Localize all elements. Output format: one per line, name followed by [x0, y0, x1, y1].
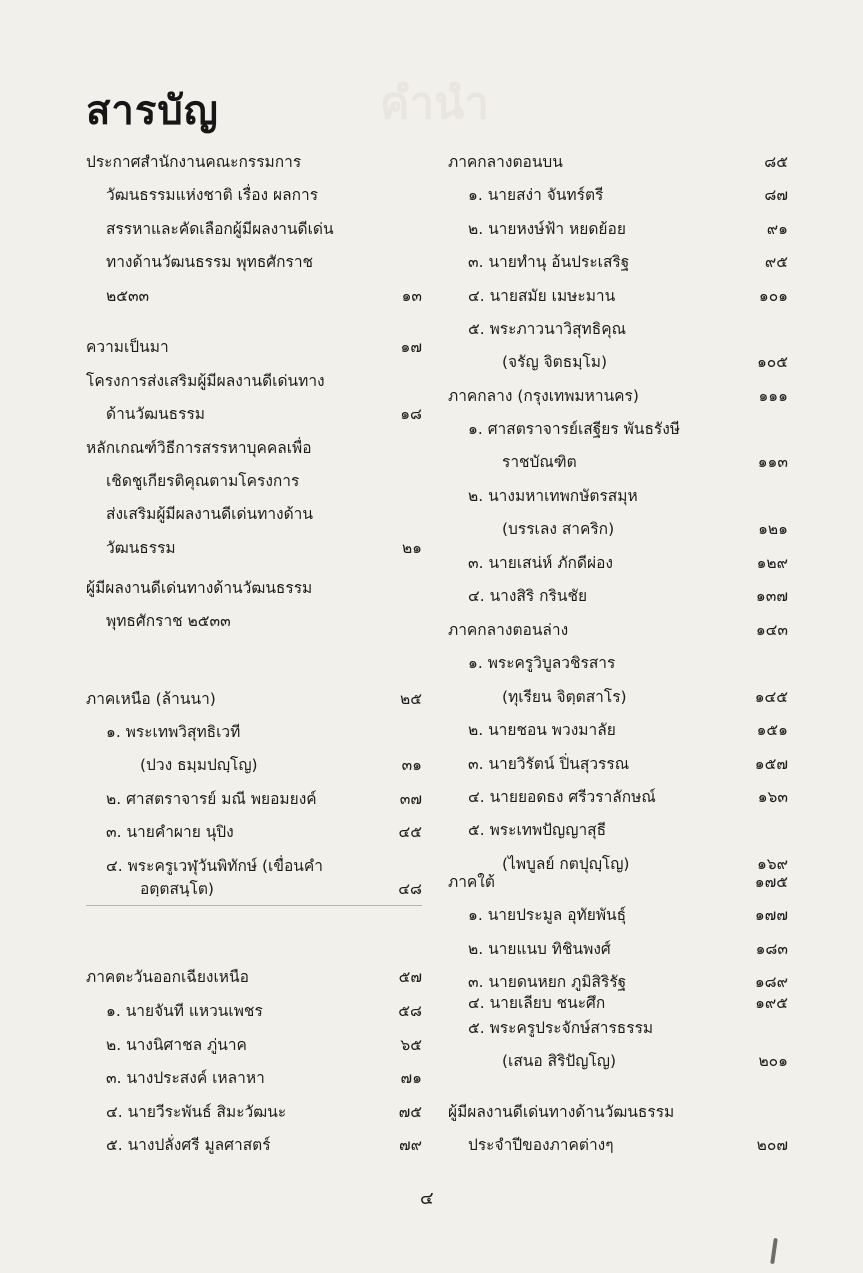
- toc-entry-title: ๓. นายวิรัตน์ ปิ่นสุวรรณ: [468, 755, 630, 773]
- toc-entry-title: (ปวง ธมฺมปญฺโญ): [140, 756, 258, 774]
- toc-entry: [86, 967, 422, 987]
- toc-entry-title: ผู้มีผลงานดีเด่นทางด้านวัฒนธรรม: [448, 1103, 675, 1121]
- toc-entry-title: โครงการส่งเสริมผู้มีผลงานดีเด่นทาง: [86, 372, 325, 390]
- toc-entry-title: ๔. พระครูเวฬุวันพิทักษ์ (เขื่อนคำ: [106, 857, 323, 875]
- toc-entry-title: ส่งเสริมผู้มีผลงานดีเด่นทางด้าน: [106, 505, 313, 523]
- toc-entry: [86, 286, 422, 306]
- toc-entry-page: ๑๐๑: [758, 287, 788, 305]
- toc-entry-title: ๔. นายสมัย เมษะมาน: [468, 287, 616, 305]
- toc-entry: [86, 538, 422, 558]
- toc-entry: [86, 856, 422, 876]
- toc-entry-page: ๘๗: [764, 186, 788, 204]
- toc-entry-title: ความเป็นมา: [86, 338, 169, 356]
- toc-entry: [86, 185, 422, 205]
- toc-entry: [448, 486, 788, 506]
- page-number: ๔: [420, 1188, 434, 1209]
- section-divider: [86, 905, 422, 906]
- toc-entry: [448, 219, 788, 239]
- toc-entry-page: ๑๒๑: [758, 520, 788, 538]
- toc-entry-page: ๘๕: [764, 153, 788, 171]
- toc-entry-title: ๒. นางมหาเทพกษัตรสมุห: [468, 487, 638, 505]
- toc-entry-title: ประจำปีของภาคต่างๆ: [468, 1136, 614, 1154]
- toc-entry-page: ๑๒๙: [756, 554, 788, 572]
- toc-entry-page: ๕๘: [398, 1002, 422, 1020]
- toc-entry-title: เชิดชูเกียรติคุณตามโครงการ: [106, 472, 300, 490]
- toc-entry: [448, 519, 788, 539]
- toc-entry: [448, 1018, 788, 1038]
- toc-entry-page: ๑๗๗: [754, 906, 788, 924]
- toc-entry-page: ๑๗: [400, 338, 422, 356]
- toc-entry: [448, 787, 788, 807]
- toc-entry-page: ๓๑: [401, 756, 422, 774]
- toc-entry-title: ผู้มีผลงานดีเด่นทางด้านวัฒนธรรม: [86, 579, 313, 597]
- toc-entry-page: ๑๘: [400, 405, 422, 423]
- toc-entry: [448, 419, 788, 439]
- toc-entry: [448, 620, 788, 640]
- toc-entry: [86, 1068, 422, 1088]
- toc-entry: [448, 754, 788, 774]
- toc-entry: [86, 722, 422, 742]
- toc-entry: [448, 252, 788, 272]
- toc-entry-title: (ทุเรียน จิตฺตสาโร): [502, 688, 627, 706]
- toc-entry-title: ๒. นายหงษ์ฟ้า หยดย้อย: [468, 220, 626, 238]
- toc-entry: [448, 820, 788, 840]
- toc-entry-title: หลักเกณฑ์วิธีการสรรหาบุคคลเพื่อ: [86, 439, 312, 457]
- toc-entry: [448, 386, 788, 406]
- toc-entry-title: (ไพบูลย์ กตปุญฺโญ): [502, 855, 630, 873]
- toc-entry-title: ๓. นางประสงค์ เหลาหา: [106, 1069, 265, 1087]
- toc-entry: [448, 1102, 788, 1122]
- toc-entry-page: ๑๕๑: [756, 721, 788, 739]
- toc-entry-title: ๓. นายคำผาย นุปิง: [106, 823, 234, 841]
- bleed-through-heading: คำนำ: [380, 78, 489, 129]
- toc-entry-title: ๒. นายชอน พวงมาลัย: [468, 721, 616, 739]
- toc-entry-page: ๙๕: [764, 253, 788, 271]
- toc-entry-page: ๑๕๗: [754, 755, 788, 773]
- toc-entry-page: ๕๗: [398, 968, 422, 986]
- toc-entry-title: ๒. นายแนบ ทิชินพงศ์: [468, 940, 611, 958]
- toc-entry-page: ๑๘๓: [755, 940, 788, 958]
- toc-entry-page: ๗๑: [400, 1069, 422, 1087]
- toc-entry: [86, 822, 422, 842]
- toc-entry-title: ๕. นางปลั่งศรี มูลศาสตร์: [106, 1136, 271, 1154]
- toc-entry: [86, 1135, 422, 1155]
- toc-entry: [86, 879, 422, 899]
- toc-entry-title: ภาคตะวันออกเฉียงเหนือ: [86, 968, 249, 986]
- toc-entry-title: ด้านวัฒนธรรม: [106, 405, 205, 423]
- toc-entry-title: ๒. นางนิศาชล ภู่นาค: [106, 1036, 247, 1054]
- toc-entry-title: ๔. นางสิริ กรินชัย: [468, 587, 588, 605]
- toc-entry-title: อตฺตสนฺโต): [140, 880, 214, 898]
- toc-entry-title: ๕. พระภาวนาวิสุทธิคุณ: [468, 320, 626, 338]
- toc-entry-page: ๑๘๙: [754, 973, 788, 991]
- toc-entry: [86, 1102, 422, 1122]
- toc-entry-title: ภาคเหนือ (ล้านนา): [86, 690, 216, 708]
- toc-entry-title: ๔. นายวีระพันธ์ สิมะวัฒนะ: [106, 1103, 287, 1121]
- toc-entry-title: ๑. พระเทพวิสุทธิเวที: [106, 723, 241, 741]
- toc-entry: [448, 687, 788, 707]
- toc-entry: [448, 286, 788, 306]
- toc-entry-page: ๑๖๙: [756, 855, 788, 873]
- toc-entry-page: ๔๕: [398, 823, 422, 841]
- toc-entry: [448, 720, 788, 740]
- toc-entry-title: วัฒนธรรมแห่งชาติ เรื่อง ผลการ: [106, 186, 319, 204]
- toc-entry: [448, 653, 788, 673]
- toc-entry: [86, 438, 422, 458]
- toc-entry: [86, 578, 422, 598]
- toc-entry: [448, 185, 788, 205]
- toc-entry: [86, 789, 422, 809]
- toc-entry-page: ๒๐๗: [756, 1136, 788, 1154]
- toc-entry: [448, 993, 788, 1013]
- toc-entry: [86, 371, 422, 391]
- toc-entry-page: ๑๑๑: [758, 387, 788, 405]
- toc-entry: [86, 689, 422, 709]
- toc-entry-page: ๑๐๕: [756, 353, 788, 371]
- toc-entry-title: ๑. นายประมูล อุทัยพันธุ์: [468, 906, 627, 924]
- toc-entry-page: ๑๑๓: [757, 453, 788, 471]
- toc-entry-title: (บรรเลง สาคริก): [502, 520, 615, 538]
- toc-entry-title: (จรัญ จิตธมฺโม): [502, 353, 608, 371]
- toc-entry-title: ๓. นายเสน่ห์ ภักดีผ่อง: [468, 554, 613, 572]
- handwritten-mark: [770, 1238, 778, 1264]
- toc-entry: [86, 252, 422, 272]
- toc-entry-title: ภาคกลาง (กรุงเทพมหานคร): [448, 387, 639, 405]
- toc-entry-title: ๔. นายเลียบ ชนะศึก: [468, 994, 606, 1012]
- toc-entry-title: พุทธศักราช ๒๕๓๓: [106, 612, 231, 630]
- toc-entry: [448, 152, 788, 172]
- toc-entry: [86, 404, 422, 424]
- toc-entry: [448, 1135, 788, 1155]
- toc-entry-title: ๑. พระครูวิบูลวชิรสาร: [468, 654, 616, 672]
- toc-entry-title: ๒. ศาสตราจารย์ มณี พยอมยงค์: [106, 790, 317, 808]
- toc-entry-title: วัฒนธรรม: [106, 539, 176, 557]
- toc-entry: [86, 1001, 422, 1021]
- toc-entry-title: สรรหาและคัดเลือกผู้มีผลงานดีเด่น: [106, 220, 334, 238]
- toc-entry-page: ๙๑: [766, 220, 788, 238]
- toc-entry-title: ๕. พระเทพปัญญาสุธี: [468, 821, 607, 839]
- toc-entry: [86, 337, 422, 357]
- toc-entry-title: ๑. นายจันที แหวนเพชร: [106, 1002, 263, 1020]
- toc-entry-title: ราชบัณฑิต: [502, 453, 577, 471]
- toc-entry: [448, 905, 788, 925]
- toc-entry-title: ทางด้านวัฒนธรรม พุทธศักราช: [106, 253, 314, 271]
- toc-entry-page: ๒๑: [401, 539, 422, 557]
- toc-entry-page: ๓๗: [399, 790, 422, 808]
- toc-entry-page: ๑๓๗: [755, 587, 788, 605]
- toc-entry-page: ๒๐๑: [758, 1052, 788, 1070]
- toc-entry-title: ๕. พระครูประจักษ์สารธรรม: [468, 1019, 654, 1037]
- toc-entry-page: ๗๙: [398, 1136, 422, 1154]
- toc-entry-page: ๑๗๕: [754, 873, 788, 891]
- toc-entry-title: ภาคกลางตอนล่าง: [448, 621, 569, 639]
- toc-entry: [86, 219, 422, 239]
- toc-entry-page: ๑๓: [401, 287, 422, 305]
- toc-entry-page: ๒๕: [400, 690, 422, 708]
- toc-entry: [448, 872, 788, 892]
- toc-entry-title: (เสนอ สิริปัญโญ): [502, 1052, 617, 1070]
- toc-entry-title: ๓. นายทำนุ อ้นประเสริฐ: [468, 253, 630, 271]
- toc-entry-title: ภาคใต้: [448, 873, 495, 891]
- toc-entry-title: ๓. นายดนหยก ภูมิสิริรัฐ: [468, 973, 627, 991]
- toc-entry: [86, 611, 422, 631]
- toc-entry: [86, 152, 422, 172]
- toc-entry: [448, 553, 788, 573]
- toc-entry-title: ภาคกลางตอนบน: [448, 153, 563, 171]
- toc-entry-title: ๑. ศาสตราจารย์เสฐียร พันธรังษี: [468, 420, 681, 438]
- toc-entry-title: ๑. นายสง่า จันทร์ตรี: [468, 186, 604, 204]
- toc-entry-title: ๔. นายยอดธง ศรีวราลักษณ์: [468, 788, 656, 806]
- toc-entry-page: ๑๙๕: [755, 994, 788, 1012]
- toc-entry: [448, 319, 788, 339]
- toc-entry-page: ๑๖๓: [757, 788, 788, 806]
- toc-entry: [448, 586, 788, 606]
- toc-entry: [448, 1051, 788, 1071]
- toc-entry: [86, 504, 422, 524]
- toc-entry: [448, 854, 788, 874]
- page-title: สารบัญ: [86, 88, 219, 134]
- toc-entry: [86, 1035, 422, 1055]
- toc-entry-page: ๖๕: [400, 1036, 422, 1054]
- toc-entry: [448, 939, 788, 959]
- toc-entry-title: ประกาศสำนักงานคณะกรรมการ: [86, 153, 302, 171]
- toc-entry-page: ๗๕: [398, 1103, 422, 1121]
- toc-entry-page: ๑๔๓: [755, 621, 788, 639]
- toc-entry-page: ๔๘: [398, 880, 422, 898]
- toc-entry: [448, 972, 788, 992]
- toc-entry: [448, 452, 788, 472]
- toc-entry: [86, 471, 422, 491]
- toc-entry-title: ๒๕๓๓: [106, 287, 150, 305]
- toc-entry: [448, 352, 788, 372]
- toc-entry-page: ๑๔๕: [754, 688, 788, 706]
- toc-entry: [86, 755, 422, 775]
